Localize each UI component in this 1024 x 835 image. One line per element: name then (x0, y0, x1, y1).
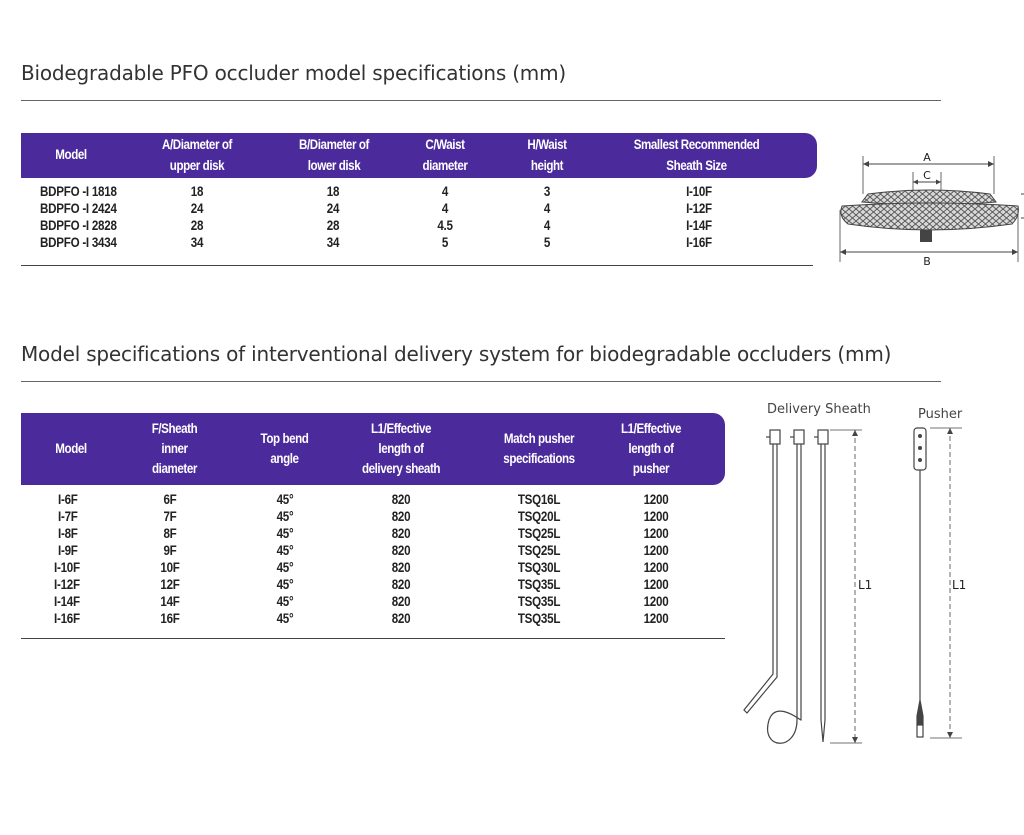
cell-model: I-7F (58, 509, 78, 524)
header-waist-diameter: C/Waist diameter (422, 137, 468, 173)
cell-model: BDPFO -I 3434 (40, 235, 117, 250)
cell-model: I-16F (54, 611, 80, 626)
cell-waist-diameter: 5 (441, 235, 449, 250)
cell-model: I-12F (54, 577, 80, 592)
cell-sheath-length: 820 (391, 526, 411, 541)
cell-model: I-6F (58, 492, 78, 507)
cell-lower-disk: 34 (326, 235, 340, 250)
pusher-length-label: L1 (952, 578, 967, 592)
cell-waist-diameter: 4 (441, 184, 449, 199)
table-row (21, 542, 725, 559)
header-sheath-inner-diameter: F/Sheath inner diameter (151, 420, 198, 477)
cell-model: I-10F (54, 560, 80, 575)
cell-waist-height: 5 (543, 235, 551, 250)
header-sheath-size: Smallest Recommended Sheath Size (633, 137, 760, 173)
cell-bend-angle: 45° (276, 577, 294, 592)
occluder-section-title: Biodegradable PFO occluder model specifications (mm) (21, 61, 566, 85)
delivery-system-diagram (736, 420, 976, 750)
table-row (21, 183, 817, 200)
cell-match-pusher: TSQ20L (517, 509, 561, 524)
header-lower-disk: B/Diameter of lower disk (299, 137, 369, 173)
cell-sheath-diameter: 9F (163, 543, 177, 558)
cell-bend-angle: 45° (276, 543, 294, 558)
cell-sheath-diameter: 12F (160, 577, 180, 592)
cell-sheath-size: I-16F (686, 235, 712, 250)
cell-pusher-length: 1200 (643, 594, 669, 609)
cell-sheath-diameter: 7F (163, 509, 177, 524)
cell-waist-diameter: 4.5 (437, 218, 453, 233)
pusher-label: Pusher (918, 407, 963, 422)
cell-waist-height: 4 (543, 218, 551, 233)
cell-pusher-length: 1200 (643, 509, 669, 524)
header-match-pusher: Match pusher specifications (503, 430, 575, 466)
cell-model: BDPFO -I 2828 (40, 218, 117, 233)
label-c: C (923, 169, 931, 182)
occluder-title-rule (21, 100, 941, 101)
table-row (21, 200, 817, 217)
cell-lower-disk: 24 (326, 201, 340, 216)
sheath-length-label: L1 (858, 578, 873, 592)
cell-model: I-9F (58, 543, 78, 558)
occluder-table-bottom-rule (21, 265, 813, 266)
cell-sheath-size: I-10F (686, 184, 712, 199)
delivery-sheath-label: Delivery Sheath (767, 402, 871, 417)
cell-match-pusher: TSQ30L (517, 560, 561, 575)
cell-match-pusher: TSQ25L (517, 526, 561, 541)
cell-bend-angle: 45° (276, 611, 294, 626)
cell-sheath-diameter: 16F (160, 611, 180, 626)
header-top-bend-angle: Top bend angle (260, 430, 309, 466)
cell-waist-height: 3 (543, 184, 551, 199)
occluder-spec-table (21, 133, 817, 266)
header-pusher-length: L1/Effective length of pusher (620, 420, 682, 477)
cell-model: BDPFO -I 1818 (40, 184, 117, 199)
table-row (21, 217, 817, 234)
delivery-table-body (21, 491, 725, 627)
cell-pusher-length: 1200 (643, 611, 669, 626)
cell-lower-disk: 18 (326, 184, 340, 199)
cell-sheath-length: 820 (391, 509, 411, 524)
cell-sheath-length: 820 (391, 611, 411, 626)
header-sheath-length: L1/Effective length of delivery sheath (361, 420, 441, 477)
header-model: Model (55, 440, 87, 456)
cell-upper-disk: 24 (190, 201, 204, 216)
table-row (21, 559, 725, 576)
cell-match-pusher: TSQ35L (517, 594, 561, 609)
occluder-diagram (828, 146, 1024, 270)
table-row (21, 525, 725, 542)
cell-sheath-length: 820 (391, 492, 411, 507)
delivery-section-title: Model specifications of interventional delivery system for biodegradable occluders (mm) (21, 342, 892, 366)
cell-match-pusher: TSQ35L (517, 611, 561, 626)
cell-pusher-length: 1200 (643, 492, 669, 507)
cell-sheath-length: 820 (391, 577, 411, 592)
cell-sheath-length: 820 (391, 543, 411, 558)
cell-bend-angle: 45° (276, 560, 294, 575)
table-row (21, 593, 725, 610)
delivery-table-bottom-rule (21, 638, 725, 639)
cell-model: I-14F (54, 594, 80, 609)
table-row (21, 610, 725, 627)
cell-match-pusher: TSQ35L (517, 577, 561, 592)
header-waist-height: H/Waist height (527, 137, 567, 173)
cell-pusher-length: 1200 (643, 543, 669, 558)
lower-disk (841, 203, 1019, 230)
table-row (21, 234, 817, 251)
cell-lower-disk: 28 (326, 218, 340, 233)
cell-bend-angle: 45° (276, 594, 294, 609)
cell-waist-diameter: 4 (441, 201, 449, 216)
cell-model: I-8F (58, 526, 78, 541)
cell-sheath-diameter: 10F (160, 560, 180, 575)
occluder-table-body (21, 183, 817, 251)
cell-sheath-length: 820 (391, 594, 411, 609)
delivery-spec-table (21, 413, 725, 639)
sheath-bent (744, 430, 780, 713)
cell-match-pusher: TSQ16L (517, 492, 561, 507)
sheath-straight (814, 430, 828, 742)
cell-upper-disk: 34 (190, 235, 204, 250)
label-b: B (923, 255, 931, 268)
cell-model: BDPFO -I 2424 (40, 201, 117, 216)
pusher (914, 428, 926, 737)
cell-pusher-length: 1200 (643, 560, 669, 575)
cell-pusher-length: 1200 (643, 577, 669, 592)
cell-bend-angle: 45° (276, 509, 294, 524)
table-row (21, 508, 725, 525)
cell-upper-disk: 18 (190, 184, 204, 199)
cell-sheath-size: I-14F (686, 218, 712, 233)
occluder-table-header (21, 133, 817, 178)
cell-waist-height: 4 (543, 201, 551, 216)
delivery-title-rule (21, 381, 941, 382)
header-upper-disk: A/Diameter of upper disk (162, 137, 232, 173)
cell-sheath-diameter: 6F (163, 492, 177, 507)
cell-pusher-length: 1200 (643, 526, 669, 541)
table-row (21, 491, 725, 508)
cell-sheath-length: 820 (391, 560, 411, 575)
table-row (21, 576, 725, 593)
cell-bend-angle: 45° (276, 492, 294, 507)
header-model: Model (55, 147, 87, 163)
label-a: A (923, 151, 931, 164)
hub-connector (920, 230, 932, 242)
cell-sheath-diameter: 14F (160, 594, 180, 609)
delivery-table-header (21, 413, 725, 485)
cell-sheath-size: I-12F (686, 201, 712, 216)
cell-upper-disk: 28 (190, 218, 204, 233)
cell-match-pusher: TSQ25L (517, 543, 561, 558)
cell-bend-angle: 45° (276, 526, 294, 541)
cell-sheath-diameter: 8F (163, 526, 177, 541)
